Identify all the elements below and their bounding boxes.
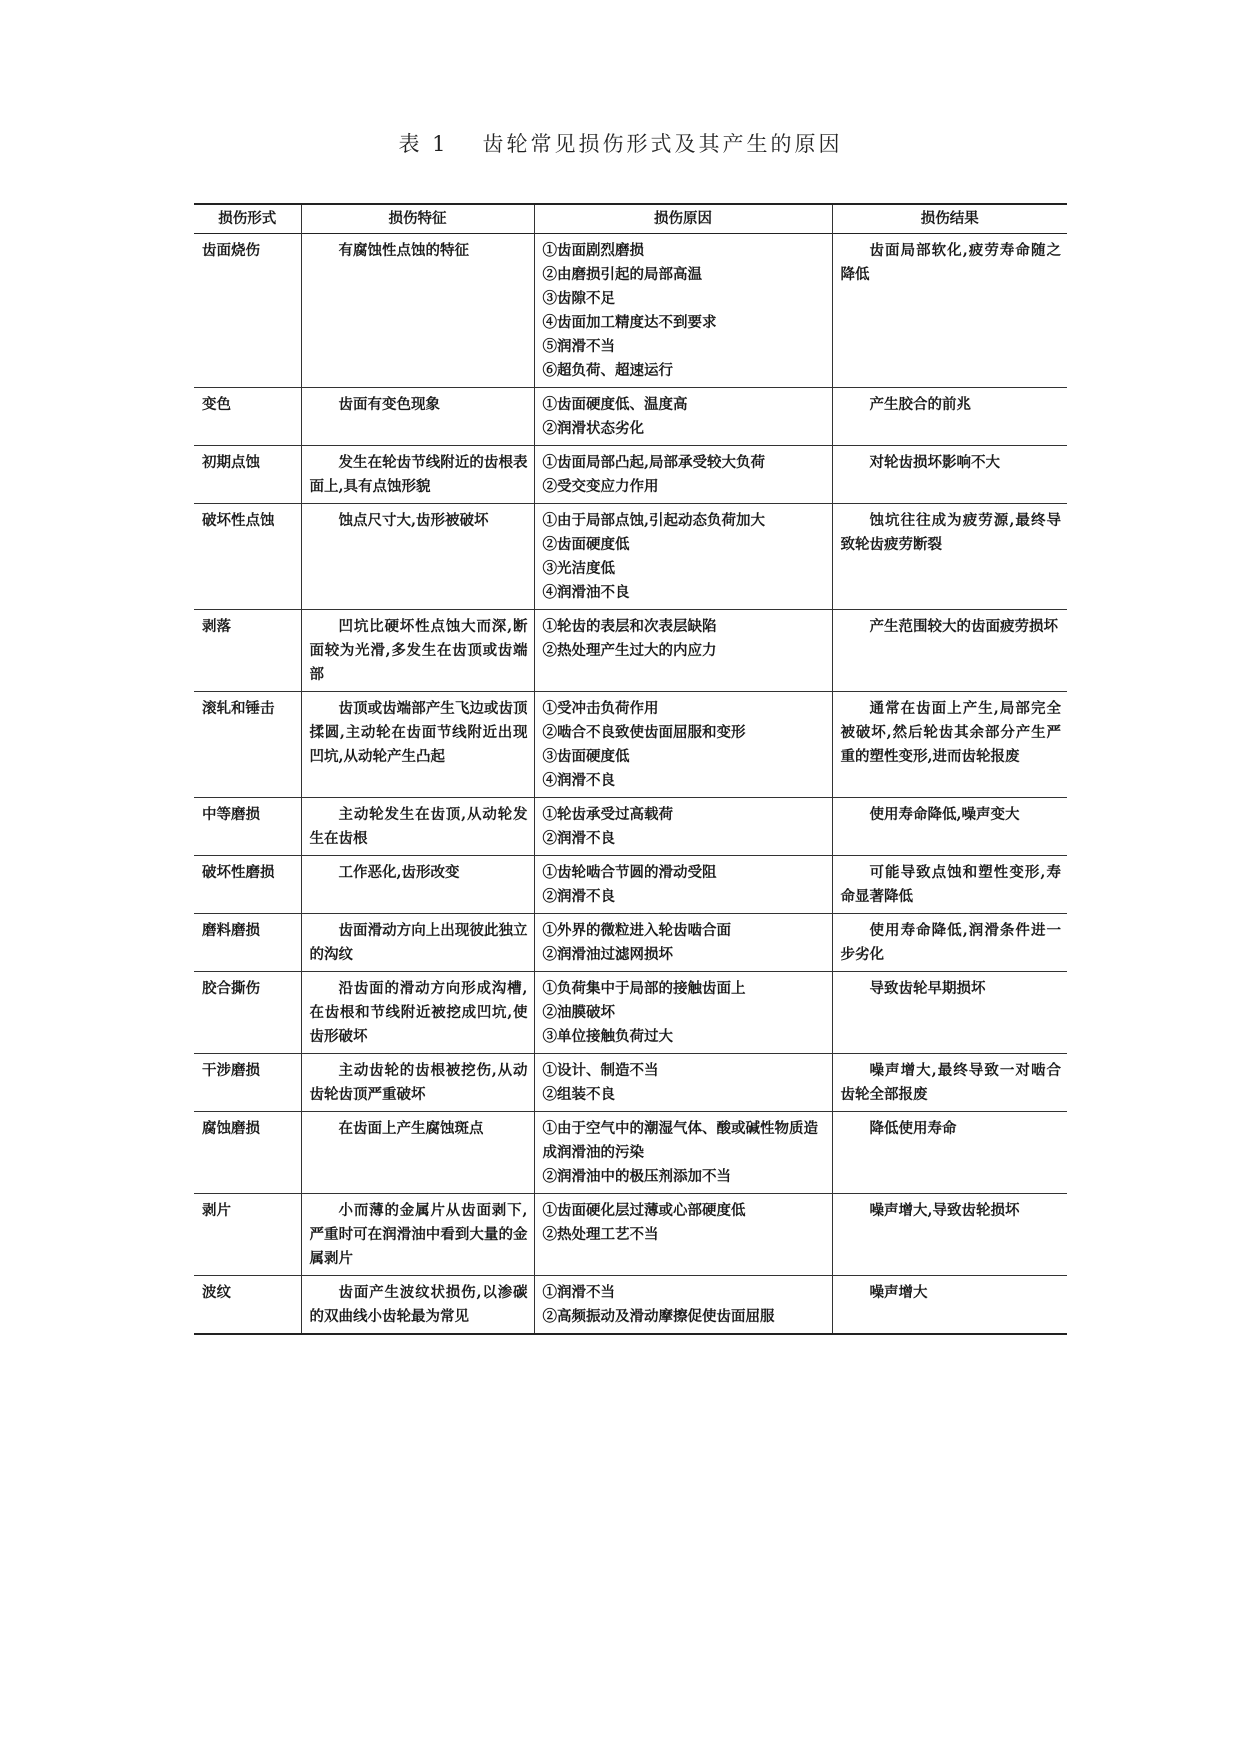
damage-feature-cell: 齿面产生波纹状损伤,以渗碳的双曲线小齿轮最为常见 — [301, 1276, 534, 1335]
cause-item: ①受冲击负荷作用 — [542, 700, 659, 717]
damage-form-cell: 中等磨损 — [202, 806, 260, 823]
damage-cause-cell — [534, 1054, 832, 1112]
cause-item: ①齿面硬度低、温度高 — [542, 396, 688, 413]
damage-result-cell: 通常在齿面上产生,局部完全被破坏,然后轮齿其余部分产生严重的塑性变形,进而齿轮报废 — [832, 692, 1067, 798]
damage-result-cell: 齿面局部软化,疲劳寿命随之降低 — [832, 234, 1067, 388]
cause-item: ①齿面硬化层过薄或心部硬度低 — [542, 1202, 746, 1219]
cause-item: ②润滑油中的极压剂添加不当 — [542, 1168, 731, 1185]
damage-cause-cell — [534, 1276, 832, 1335]
damage-cause-cell — [534, 504, 832, 610]
table-row — [194, 610, 1067, 692]
table-header-row — [194, 204, 1067, 234]
cause-item: ①齿轮啮合节圆的滑动受阻 — [542, 864, 717, 881]
table-row — [194, 446, 1067, 504]
cause-item: ②齿面硬度低 — [542, 536, 630, 553]
damage-form-cell: 干涉磨损 — [202, 1062, 260, 1079]
cause-item: ①负荷集中于局部的接触齿面上 — [542, 980, 746, 997]
damage-feature-cell: 齿面滑动方向上出现彼此独立的沟纹 — [301, 914, 534, 972]
damage-cause-cell — [534, 446, 832, 504]
cause-item: ③齿隙不足 — [542, 290, 615, 307]
damage-form-cell: 剥落 — [202, 618, 231, 635]
damage-feature-cell: 沿齿面的滑动方向形成沟槽,在齿根和节线附近被挖成凹坑,使齿形破坏 — [301, 972, 534, 1054]
table-row — [194, 504, 1067, 610]
damage-form-cell: 腐蚀磨损 — [202, 1120, 260, 1137]
damage-form-cell: 剥片 — [202, 1202, 231, 1219]
cause-item: ④润滑不良 — [542, 772, 615, 789]
table-row — [194, 798, 1067, 856]
header-damage-form: 损伤形式 — [218, 210, 277, 227]
cause-item: ②润滑不良 — [542, 888, 615, 905]
cause-item: ①外界的微粒进入轮齿啮合面 — [542, 922, 731, 939]
damage-cause-cell — [534, 610, 832, 692]
cause-item: ②润滑油过滤网损坏 — [542, 946, 673, 963]
damage-form-cell: 齿面烧伤 — [202, 242, 260, 259]
cause-item: ④润滑油不良 — [542, 584, 630, 601]
table-row — [194, 1054, 1067, 1112]
table-caption: 齿轮常见损伤形式及其产生的原因 — [482, 132, 843, 156]
table-row — [194, 914, 1067, 972]
cause-item: ①轮齿的表层和次表层缺陷 — [542, 618, 717, 635]
damage-result-cell: 导致齿轮早期损坏 — [832, 972, 1067, 1054]
damage-cause-cell — [534, 972, 832, 1054]
damage-form-cell: 磨料磨损 — [202, 922, 260, 939]
damage-form-cell: 破坏性点蚀 — [202, 512, 275, 529]
damage-result-cell: 蚀坑往往成为疲劳源,最终导致轮齿疲劳断裂 — [832, 504, 1067, 610]
damage-form-cell: 破坏性磨损 — [202, 864, 275, 881]
damage-form-cell: 胶合撕伤 — [202, 980, 260, 997]
damage-cause-cell — [534, 1112, 832, 1194]
cause-item: ②润滑不良 — [542, 830, 615, 847]
table-row — [194, 1194, 1067, 1276]
cause-item: ④齿面加工精度达不到要求 — [542, 314, 717, 331]
cause-item: ⑤润滑不当 — [542, 338, 615, 355]
table-row — [194, 692, 1067, 798]
cause-item: ②热处理产生过大的内应力 — [542, 642, 717, 659]
damage-feature-cell: 小而薄的金属片从齿面剥下,严重时可在润滑油中看到大量的金属剥片 — [301, 1194, 534, 1276]
table-row — [194, 1276, 1067, 1335]
damage-form-cell: 滚轧和锤击 — [202, 700, 275, 717]
table-number: 表 1 — [398, 132, 449, 156]
damage-feature-cell: 主动轮发生在齿顶,从动轮发生在齿根 — [301, 798, 534, 856]
table-row — [194, 1112, 1067, 1194]
damage-result-cell: 噪声增大 — [832, 1276, 1067, 1335]
damage-cause-cell — [534, 798, 832, 856]
damage-cause-cell — [534, 692, 832, 798]
table-row — [194, 234, 1067, 388]
cause-item: ①齿面局部凸起,局部承受较大负荷 — [542, 454, 766, 471]
cause-item: ②组装不良 — [542, 1086, 615, 1103]
gear-damage-table — [194, 203, 1067, 1335]
damage-form-cell: 波纹 — [202, 1284, 231, 1301]
damage-feature-cell: 蚀点尺寸大,齿形被破坏 — [301, 504, 534, 610]
table-row — [194, 388, 1067, 446]
cause-item: ③齿面硬度低 — [542, 748, 630, 765]
cause-item: ②高频振动及滑动摩擦促使齿面屈服 — [542, 1308, 775, 1325]
damage-result-cell: 使用寿命降低,润滑条件进一步劣化 — [832, 914, 1067, 972]
damage-cause-cell — [534, 856, 832, 914]
cause-item: ②受交变应力作用 — [542, 478, 659, 495]
damage-feature-cell: 在齿面上产生腐蚀斑点 — [301, 1112, 534, 1194]
table-row — [194, 972, 1067, 1054]
damage-result-cell: 噪声增大,导致齿轮损坏 — [832, 1194, 1067, 1276]
cause-item: ①齿面剧烈磨损 — [542, 242, 644, 259]
damage-result-cell: 产生胶合的前兆 — [832, 388, 1067, 446]
damage-feature-cell: 主动齿轮的齿根被挖伤,从动齿轮齿顶严重破坏 — [301, 1054, 534, 1112]
cause-item: ②啮合不良致使齿面屈服和变形 — [542, 724, 746, 741]
damage-result-cell: 降低使用寿命 — [832, 1112, 1067, 1194]
cause-item: ⑥超负荷、超速运行 — [542, 362, 673, 379]
damage-result-cell: 使用寿命降低,噪声变大 — [832, 798, 1067, 856]
damage-feature-cell: 有腐蚀性点蚀的特征 — [301, 234, 534, 388]
damage-feature-cell: 齿顶或齿端部产生飞边或齿顶揉圆,主动轮在齿面节线附近出现凹坑,从动轮产生凸起 — [301, 692, 534, 798]
damage-cause-cell — [534, 388, 832, 446]
damage-feature-cell: 齿面有变色现象 — [301, 388, 534, 446]
cause-item: ①轮齿承受过高载荷 — [542, 806, 673, 823]
table-row — [194, 856, 1067, 914]
damage-result-cell: 对轮齿损坏影响不大 — [832, 446, 1067, 504]
cause-item: ①设计、制造不当 — [542, 1062, 659, 1079]
cause-item: ②油膜破坏 — [542, 1004, 615, 1021]
damage-cause-cell — [534, 1194, 832, 1276]
damage-result-cell: 产生范围较大的齿面疲劳损坏 — [832, 610, 1067, 692]
cause-item: ②由磨损引起的局部高温 — [542, 266, 702, 283]
damage-form-cell: 初期点蚀 — [202, 454, 260, 471]
cause-item: ③光洁度低 — [542, 560, 615, 577]
table-body — [194, 234, 1067, 1335]
damage-cause-cell — [534, 234, 832, 388]
damage-cause-cell — [534, 914, 832, 972]
cause-item: ③单位接触负荷过大 — [542, 1028, 673, 1045]
damage-result-cell: 噪声增大,最终导致一对啮合齿轮全部报废 — [832, 1054, 1067, 1112]
damage-result-cell: 可能导致点蚀和塑性变形,寿命显著降低 — [832, 856, 1067, 914]
header-damage-cause: 损伤原因 — [534, 204, 832, 234]
damage-form-cell: 变色 — [202, 396, 231, 413]
cause-item: ②热处理工艺不当 — [542, 1226, 659, 1243]
table-title — [0, 128, 1241, 158]
cause-item: ②润滑状态劣化 — [542, 420, 644, 437]
cause-item: ①由于空气中的潮湿气体、酸或碱性物质造成润滑油的污染 — [542, 1120, 818, 1161]
damage-feature-cell: 发生在轮齿节线附近的齿根表面上,具有点蚀形貌 — [301, 446, 534, 504]
damage-feature-cell: 工作恶化,齿形改变 — [301, 856, 534, 914]
damage-feature-cell: 凹坑比硬坏性点蚀大而深,断面较为光滑,多发生在齿顶或齿端部 — [301, 610, 534, 692]
header-damage-feature: 损伤特征 — [301, 204, 534, 234]
header-damage-result: 损伤结果 — [832, 204, 1067, 234]
cause-item: ①润滑不当 — [542, 1284, 615, 1301]
cause-item: ①由于局部点蚀,引起动态负荷加大 — [542, 512, 766, 529]
